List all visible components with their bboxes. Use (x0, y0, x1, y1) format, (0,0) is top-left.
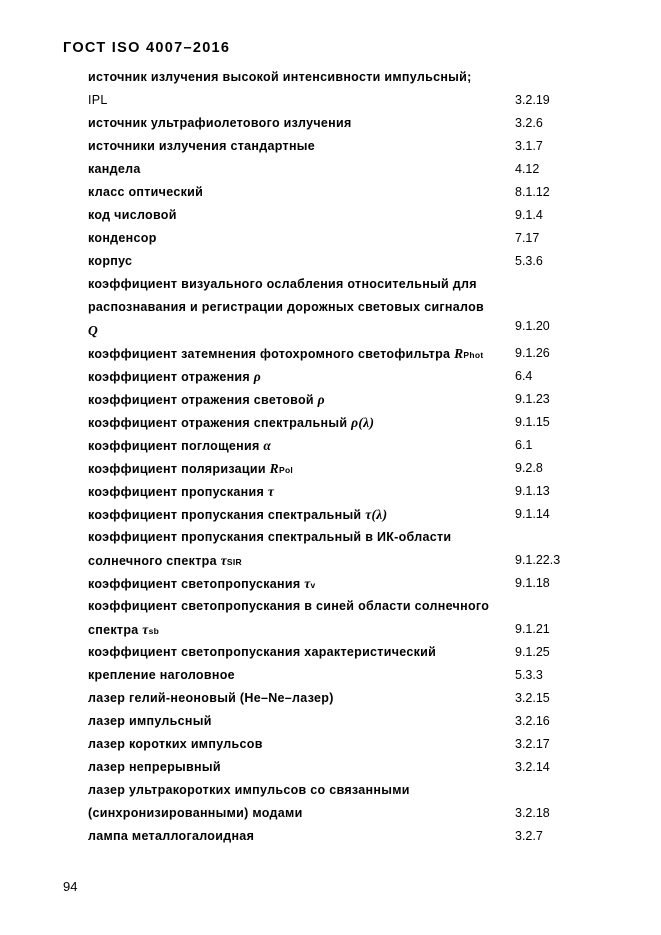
index-entry-term: распознавания и регистрации дорожных световых сигналов (88, 300, 485, 314)
index-entry-term: лазер гелий-неоновый (He–Ne–лазер) (88, 691, 334, 705)
index-entry-reference: 5.3.3 (515, 668, 543, 682)
index-entry-reference: 3.2.15 (515, 691, 550, 705)
index-entry-term: коэффициент затемнения фотохромного светофильтра RPhot (88, 346, 484, 361)
index-entry-reference: 9.1.25 (515, 645, 550, 659)
index-entry (88, 779, 588, 825)
index-entry-term: IPL (88, 93, 108, 107)
index-entry-symbol-subscript: Phot (463, 350, 484, 360)
index-entry-reference: 3.2.18 (515, 806, 550, 820)
index-entry (88, 135, 588, 158)
index-entry (88, 641, 588, 664)
index-entry (88, 411, 588, 434)
index-entry-term: коэффициент светопропускания в синей области солнечного (88, 599, 490, 613)
index-entry (88, 480, 588, 503)
index-entry-symbol: R (454, 346, 464, 361)
index-entry (88, 250, 588, 273)
index-entry-symbol: Q (88, 323, 99, 338)
index-entry-symbol: τ (142, 622, 149, 637)
index-entry (88, 66, 588, 89)
index-entry-symbol: ρ(λ) (351, 415, 375, 430)
index-entry-symbol: τ (304, 576, 311, 591)
index-entry-term: кандела (88, 162, 141, 176)
index-entry (88, 664, 588, 687)
index-entry-reference: 3.2.6 (515, 116, 543, 130)
index-entry (88, 112, 588, 135)
index-entry-term: код числовой (88, 208, 177, 222)
index-entry-term: крепление наголовное (88, 668, 235, 682)
index-entry (88, 710, 588, 733)
index-entry (88, 457, 588, 480)
index-entry-term: спектра τsb (88, 622, 160, 637)
index-entry-reference: 9.1.15 (515, 415, 550, 429)
index-entry-symbol-subscript: sb (148, 626, 160, 636)
index-entry-reference: 9.2.8 (515, 461, 543, 475)
index-entry-term: (синхронизированными) модами (88, 806, 303, 820)
index-entry-reference: 4.12 (515, 162, 540, 176)
index-entry-term: коэффициент пропускания спектральный в ИК-области (88, 530, 452, 544)
index-entry-reference: 9.1.26 (515, 346, 550, 360)
index-entry-term: коэффициент визуального ослабления относительный для (88, 277, 477, 291)
index-entry-symbol: ρ (253, 369, 262, 384)
index-entry-reference: 9.1.4 (515, 208, 543, 222)
index-entry-symbol: α (263, 438, 272, 453)
index-entry-reference: 3.1.7 (515, 139, 543, 153)
index-entry-symbol: R (269, 461, 279, 476)
index-entry-term: класс оптический (88, 185, 204, 199)
index-entry-list (88, 66, 588, 848)
index-entry (88, 825, 588, 848)
index-entry-symbol: τ(λ) (365, 507, 388, 522)
index-entry (88, 158, 588, 181)
index-entry-reference: 3.2.16 (515, 714, 550, 728)
index-entry (88, 365, 588, 388)
index-entry-reference: 9.1.22.3 (515, 553, 561, 567)
index-entry-term: коэффициент пропускания спектральный τ(λ) (88, 507, 388, 522)
index-entry-term: коэффициент светопропускания характеристический (88, 645, 437, 659)
index-entry (88, 572, 588, 595)
page-header-title: ГОСТ ISO 4007–2016 (63, 40, 231, 56)
index-entry-term: лампа металлогалоидная (88, 829, 255, 843)
index-entry-reference: 9.1.21 (515, 622, 550, 636)
index-entry-reference: 9.1.13 (515, 484, 550, 498)
index-entry-symbol: ρ (317, 392, 325, 407)
index-entry-symbol-subscript: SIR (226, 557, 242, 567)
index-entry-term: лазер непрерывный (88, 760, 221, 774)
index-entry (88, 388, 588, 411)
index-entry-reference: 3.2.19 (515, 93, 550, 107)
index-entry (88, 687, 588, 710)
index-entry-term: коэффициент поглощения α (88, 438, 272, 453)
index-entry (88, 181, 588, 204)
index-entry-symbol-subscript: Pol (278, 465, 294, 475)
index-entry-term: источник ультрафиолетового излучения (88, 116, 352, 130)
index-entry-reference: 7.17 (515, 231, 540, 245)
index-entry-term: солнечного спектра τSIR (88, 553, 242, 568)
index-entry-term: источники излучения стандартные (88, 139, 316, 153)
index-entry-reference: 3.2.14 (515, 760, 550, 774)
index-entry-symbol: τ (267, 484, 275, 499)
index-entry (88, 204, 588, 227)
index-entry (88, 342, 588, 365)
index-entry-reference: 5.3.6 (515, 254, 543, 268)
index-entry-term: конденсор (88, 231, 157, 245)
index-entry-reference: 6.4 (515, 369, 533, 383)
index-entry (88, 273, 588, 342)
index-entry-term: коэффициент светопропускания τv (88, 576, 316, 591)
index-entry (88, 434, 588, 457)
index-entry-term: источник излучения высокой интенсивности импульсный; (88, 70, 472, 84)
index-entry-term: корпус (88, 254, 133, 268)
index-entry-symbol: τ (220, 553, 227, 568)
index-entry (88, 89, 588, 112)
page-number: 94 (63, 879, 78, 894)
index-entry-reference: 9.1.23 (515, 392, 550, 406)
index-entry (88, 227, 588, 250)
index-entry (88, 756, 588, 779)
index-entry-term: лазер импульсный (88, 714, 212, 728)
index-entry-term: коэффициент отражения спектральный ρ(λ) (88, 415, 375, 430)
index-entry-term: лазер ультракоротких импульсов со связанными (88, 783, 410, 797)
index-entry (88, 526, 588, 572)
index-entry-term: коэффициент отражения ρ (88, 369, 262, 384)
index-entry-reference: 9.1.18 (515, 576, 550, 590)
index-entry (88, 503, 588, 526)
index-entry-reference: 9.1.14 (515, 507, 550, 521)
index-entry-symbol-subscript: v (310, 580, 316, 590)
index-entry-term: лазер коротких импульсов (88, 737, 263, 751)
index-entry-reference: 8.1.12 (515, 185, 550, 199)
index-entry-term: коэффициент отражения световой ρ (88, 392, 325, 407)
index-entry-reference: 3.2.7 (515, 829, 543, 843)
index-entry-reference: 3.2.17 (515, 737, 550, 751)
index-entry-term: коэффициент пропускания τ (88, 484, 275, 499)
index-entry (88, 595, 588, 641)
index-entry-reference: 9.1.20 (515, 319, 550, 333)
index-entry-term: коэффициент поляризации RPol (88, 461, 294, 476)
index-entry (88, 733, 588, 756)
index-entry-reference: 6.1 (515, 438, 533, 452)
